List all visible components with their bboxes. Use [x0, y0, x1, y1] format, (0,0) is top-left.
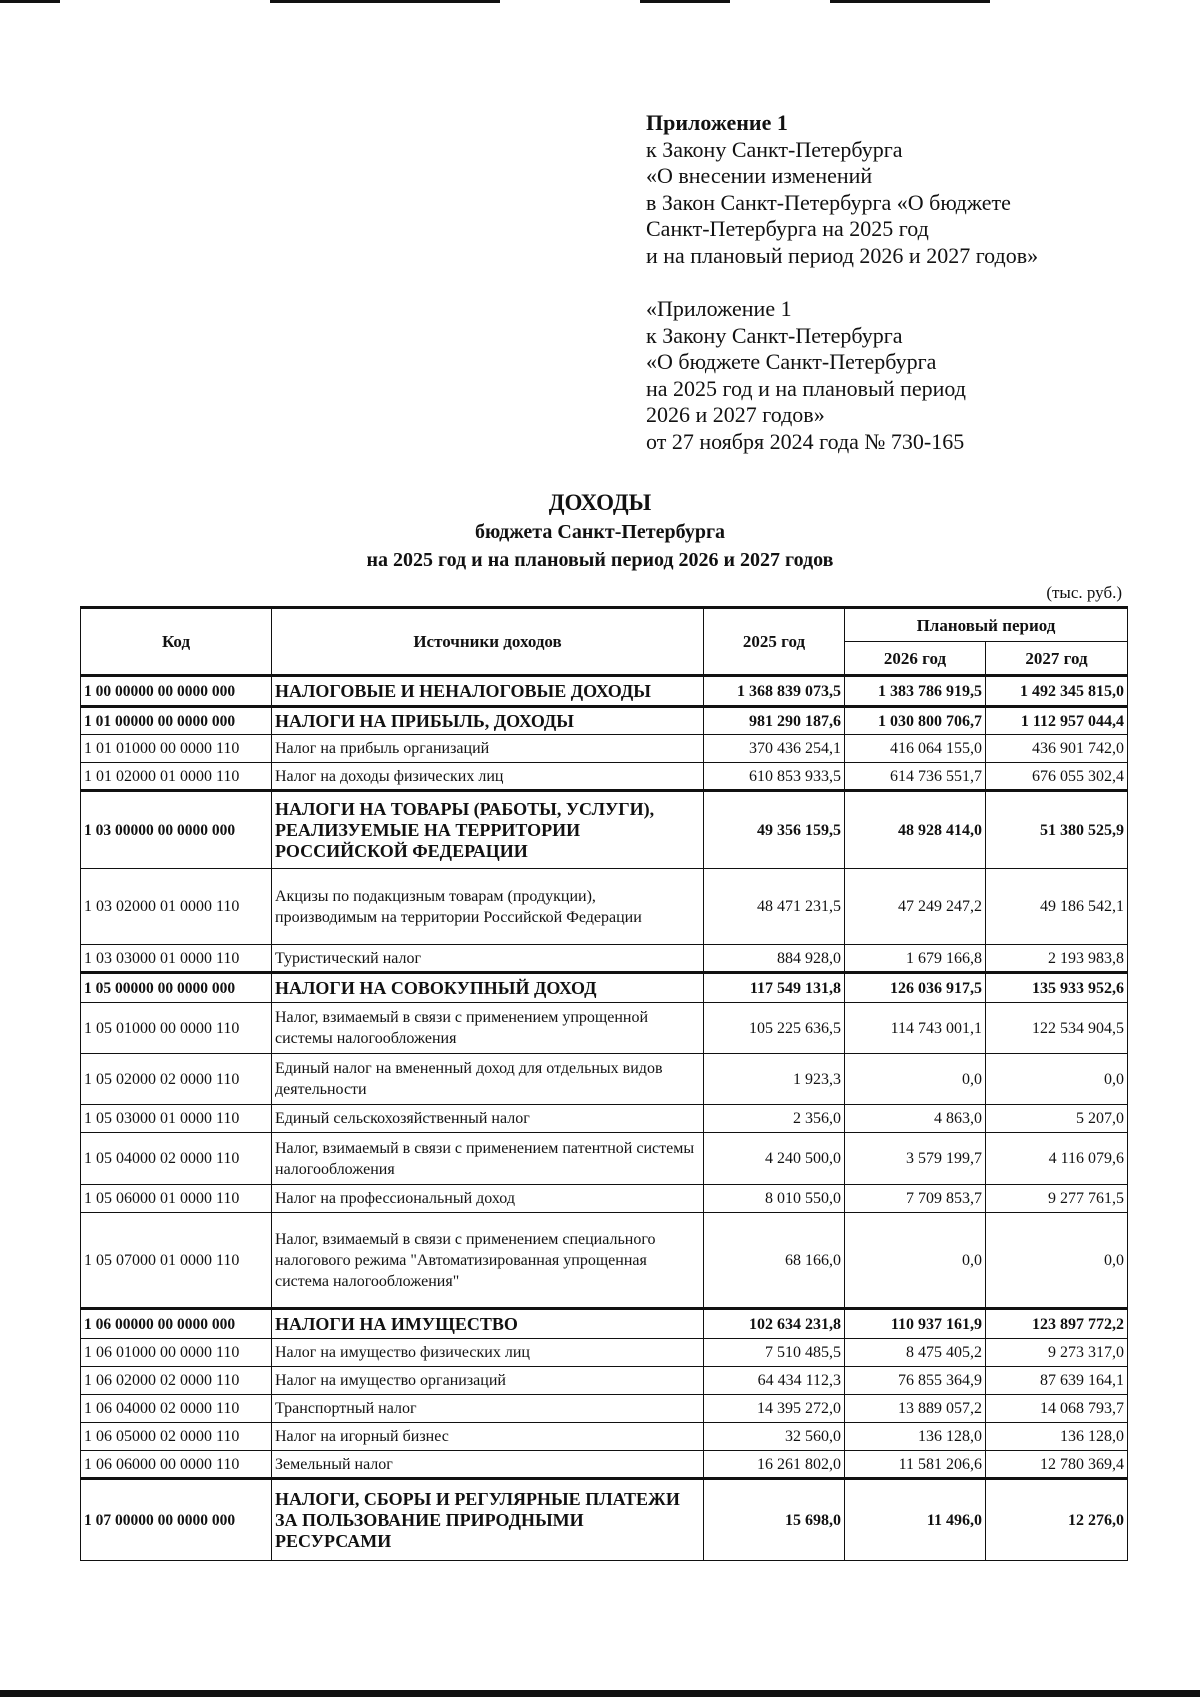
row-value-2027: 0,0 [986, 1054, 1128, 1105]
row-value-2025: 64 434 112,3 [704, 1367, 845, 1395]
row-code: 1 05 06000 01 0000 110 [81, 1185, 272, 1213]
header-planned-period: Плановый период [845, 608, 1128, 642]
row-value-2025: 49 356 159,5 [704, 791, 845, 869]
title-line-3: на 2025 год и на плановый период 2026 и 2027 годов [366, 549, 834, 571]
row-value-2025: 884 928,0 [704, 945, 845, 973]
row-value-2027: 49 186 542,1 [986, 869, 1128, 945]
row-code: 1 06 01000 00 0000 110 [81, 1339, 272, 1367]
appendix-header [646, 110, 1166, 455]
row-value-2025: 7 510 485,5 [704, 1339, 845, 1367]
scan-top-edge [0, 0, 1200, 7]
row-value-2026: 114 743 001,1 [845, 1003, 986, 1054]
row-value-2027: 9 273 317,0 [986, 1339, 1128, 1367]
appendix-line: к Закону Санкт-Петербурга [646, 322, 903, 348]
row-code: 1 01 00000 00 0000 000 [81, 707, 272, 735]
row-value-2027: 87 639 164,1 [986, 1367, 1128, 1395]
row-value-2026: 76 855 364,9 [845, 1367, 986, 1395]
row-value-2027: 1 112 957 044,4 [986, 707, 1128, 735]
row-value-2027: 12 780 369,4 [986, 1451, 1128, 1479]
row-value-2025: 610 853 933,5 [704, 763, 845, 791]
row-source: Налог, взимаемый в связи с применением патентной системы налогообложения [272, 1133, 704, 1185]
row-value-2027: 2 193 983,8 [986, 945, 1128, 973]
row-value-2026: 7 709 853,7 [845, 1185, 986, 1213]
row-source: НАЛОГИ НА ПРИБЫЛЬ, ДОХОДЫ [272, 707, 704, 735]
row-code: 1 00 00000 00 0000 000 [81, 676, 272, 707]
row-value-2025: 8 010 550,0 [704, 1185, 845, 1213]
row-value-2027: 51 380 525,9 [986, 791, 1128, 869]
row-value-2026: 47 249 247,2 [845, 869, 986, 945]
row-value-2027: 0,0 [986, 1213, 1128, 1309]
row-code: 1 01 02000 01 0000 110 [81, 763, 272, 791]
table-row [81, 1479, 1128, 1561]
appendix-line: и на плановый период 2026 и 2027 годов» [646, 242, 1039, 268]
row-code: 1 05 04000 02 0000 110 [81, 1133, 272, 1185]
row-value-2025: 981 290 187,6 [704, 707, 845, 735]
table-row [81, 707, 1128, 735]
appendix-line: Приложение 1 [646, 110, 788, 135]
table-row [81, 1309, 1128, 1339]
row-code: 1 06 02000 02 0000 110 [81, 1367, 272, 1395]
row-value-2027: 436 901 742,0 [986, 735, 1128, 763]
row-value-2025: 68 166,0 [704, 1213, 845, 1309]
appendix-line: в Закон Санкт-Петербурга «О бюджете [646, 189, 1011, 215]
table-row [81, 1003, 1128, 1054]
document-title [0, 488, 1200, 574]
row-value-2027: 135 933 952,6 [986, 973, 1128, 1003]
row-source: Налог, взимаемый в связи с применением специального налогового режима "Автоматизированная упрощенная система налогообложения" [272, 1213, 704, 1309]
row-value-2025: 1 368 839 073,5 [704, 676, 845, 707]
row-value-2026: 3 579 199,7 [845, 1133, 986, 1185]
table-row [81, 1367, 1128, 1395]
row-value-2026: 614 736 551,7 [845, 763, 986, 791]
row-code: 1 05 02000 02 0000 110 [81, 1054, 272, 1105]
row-code: 1 05 01000 00 0000 110 [81, 1003, 272, 1054]
appendix-line: на 2025 год и на плановый период [646, 375, 966, 401]
row-code: 1 03 00000 00 0000 000 [81, 791, 272, 869]
row-value-2027: 1 492 345 815,0 [986, 676, 1128, 707]
row-value-2027: 9 277 761,5 [986, 1185, 1128, 1213]
table-row [81, 973, 1128, 1003]
row-source: НАЛОГИ НА СОВОКУПНЫЙ ДОХОД [272, 973, 704, 1003]
row-value-2025: 48 471 231,5 [704, 869, 845, 945]
row-value-2025: 370 436 254,1 [704, 735, 845, 763]
appendix-line: 2026 и 2027 годов» [646, 402, 825, 427]
header-code: Код [81, 608, 272, 676]
row-source: Налог на профессиональный доход [272, 1185, 704, 1213]
row-value-2027: 4 116 079,6 [986, 1133, 1128, 1185]
row-value-2026: 4 863,0 [845, 1105, 986, 1133]
row-value-2025: 105 225 636,5 [704, 1003, 845, 1054]
table-row [81, 1339, 1128, 1367]
appendix-line: Санкт-Петербурга на 2025 год [646, 216, 929, 241]
appendix-line: от 27 ноября 2024 года № 730-165 [646, 428, 965, 454]
row-value-2025: 15 698,0 [704, 1479, 845, 1561]
table-row [81, 945, 1128, 973]
row-source: Налог на игорный бизнес [272, 1423, 704, 1451]
appendix-line: «О внесении изменений [646, 163, 873, 188]
row-source: Единый налог на вмененный доход для отдельных видов деятельности [272, 1054, 704, 1105]
row-value-2027: 122 534 904,5 [986, 1003, 1128, 1054]
row-source: Туристический налог [272, 945, 704, 973]
revenue-table [80, 606, 1128, 1561]
row-code: 1 06 06000 00 0000 110 [81, 1451, 272, 1479]
row-source: Акцизы по подакцизным товарам (продукции), производимым на территории Российской Федерации [272, 869, 704, 945]
row-code: 1 03 03000 01 0000 110 [81, 945, 272, 973]
row-source: Налог на прибыль организаций [272, 735, 704, 763]
row-source: Земельный налог [272, 1451, 704, 1479]
row-source: НАЛОГИ НА ИМУЩЕСТВО [272, 1309, 704, 1339]
row-source: НАЛОГИ НА ТОВАРЫ (РАБОТЫ, УСЛУГИ), РЕАЛИЗУЕМЫЕ НА ТЕРРИТОРИИ РОССИЙСКОЙ ФЕДЕРАЦИИ [272, 791, 704, 869]
title-line-2: бюджета Санкт-Петербурга [474, 521, 726, 543]
header-2026: 2026 год [845, 642, 986, 676]
table-row [81, 1133, 1128, 1185]
row-source: НАЛОГОВЫЕ И НЕНАЛОГОВЫЕ ДОХОДЫ [272, 676, 704, 707]
row-code: 1 07 00000 00 0000 000 [81, 1479, 272, 1561]
row-value-2026: 1 383 786 919,5 [845, 676, 986, 707]
table-row [81, 1395, 1128, 1423]
row-value-2026: 8 475 405,2 [845, 1339, 986, 1367]
scan-bottom-edge [0, 1690, 1200, 1697]
table-row [81, 1213, 1128, 1309]
header-2025: 2025 год [704, 608, 845, 676]
table-row [81, 1423, 1128, 1451]
header-2027: 2027 год [986, 642, 1128, 676]
row-value-2027: 14 068 793,7 [986, 1395, 1128, 1423]
title-line-1: ДОХОДЫ [548, 490, 652, 515]
row-value-2026: 11 581 206,6 [845, 1451, 986, 1479]
row-value-2026: 126 036 917,5 [845, 973, 986, 1003]
row-value-2026: 110 937 161,9 [845, 1309, 986, 1339]
row-source: Налог на имущество физических лиц [272, 1339, 704, 1367]
table-row [81, 791, 1128, 869]
table-row [81, 676, 1128, 707]
row-value-2025: 14 395 272,0 [704, 1395, 845, 1423]
table-row [81, 763, 1128, 791]
row-code: 1 01 01000 00 0000 110 [81, 735, 272, 763]
row-value-2026: 416 064 155,0 [845, 735, 986, 763]
row-value-2026: 1 679 166,8 [845, 945, 986, 973]
row-value-2026: 48 928 414,0 [845, 791, 986, 869]
row-code: 1 03 02000 01 0000 110 [81, 869, 272, 945]
units-label: (тыс. руб.) [1046, 583, 1122, 602]
row-value-2025: 117 549 131,8 [704, 973, 845, 1003]
row-source: Налог на имущество организаций [272, 1367, 704, 1395]
row-source: Транспортный налог [272, 1395, 704, 1423]
row-value-2025: 102 634 231,8 [704, 1309, 845, 1339]
row-code: 1 05 00000 00 0000 000 [81, 973, 272, 1003]
row-value-2025: 16 261 802,0 [704, 1451, 845, 1479]
row-source: Налог на доходы физических лиц [272, 763, 704, 791]
table-row [81, 1054, 1128, 1105]
table-row [81, 735, 1128, 763]
table-row [81, 1105, 1128, 1133]
row-value-2026: 0,0 [845, 1054, 986, 1105]
row-value-2027: 676 055 302,4 [986, 763, 1128, 791]
row-source: Единый сельскохозяйственный налог [272, 1105, 704, 1133]
row-code: 1 06 04000 02 0000 110 [81, 1395, 272, 1423]
table-row [81, 1185, 1128, 1213]
table-row [81, 869, 1128, 945]
row-value-2027: 12 276,0 [986, 1479, 1128, 1561]
row-value-2026: 0,0 [845, 1213, 986, 1309]
row-value-2026: 13 889 057,2 [845, 1395, 986, 1423]
row-source: Налог, взимаемый в связи с применением упрощенной системы налогообложения [272, 1003, 704, 1054]
row-value-2025: 32 560,0 [704, 1423, 845, 1451]
row-code: 1 05 07000 01 0000 110 [81, 1213, 272, 1309]
row-value-2025: 4 240 500,0 [704, 1133, 845, 1185]
row-code: 1 06 00000 00 0000 000 [81, 1309, 272, 1339]
row-value-2027: 5 207,0 [986, 1105, 1128, 1133]
table-row [81, 1451, 1128, 1479]
appendix-line: «Приложение 1 [646, 296, 792, 321]
appendix-line: «О бюджете Санкт-Петербурга [646, 349, 937, 374]
header-source: Источники доходов [272, 608, 704, 676]
row-value-2025: 1 923,3 [704, 1054, 845, 1105]
row-code: 1 05 03000 01 0000 110 [81, 1105, 272, 1133]
row-value-2027: 136 128,0 [986, 1423, 1128, 1451]
row-source: НАЛОГИ, СБОРЫ И РЕГУЛЯРНЫЕ ПЛАТЕЖИ ЗА ПОЛЬЗОВАНИЕ ПРИРОДНЫМИ РЕСУРСАМИ [272, 1479, 704, 1561]
row-code: 1 06 05000 02 0000 110 [81, 1423, 272, 1451]
appendix-line: к Закону Санкт-Петербурга [646, 136, 903, 162]
appendix-gap [646, 269, 1166, 296]
row-value-2026: 11 496,0 [845, 1479, 986, 1561]
row-value-2025: 2 356,0 [704, 1105, 845, 1133]
row-value-2026: 136 128,0 [845, 1423, 986, 1451]
row-value-2026: 1 030 800 706,7 [845, 707, 986, 735]
row-value-2027: 123 897 772,2 [986, 1309, 1128, 1339]
